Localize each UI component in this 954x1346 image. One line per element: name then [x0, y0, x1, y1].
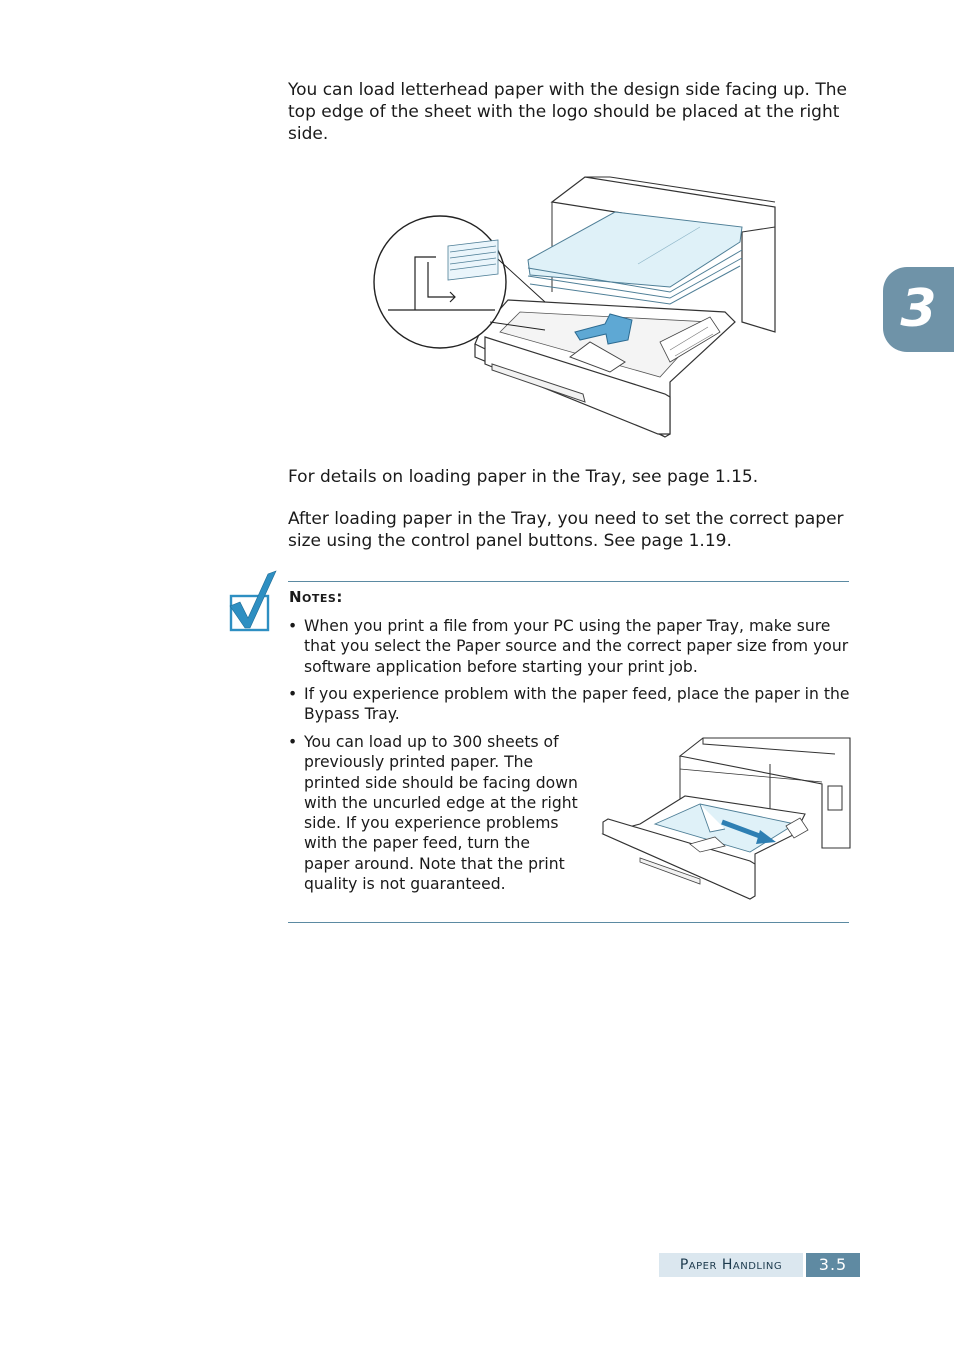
checkmark-icon — [226, 568, 278, 634]
note-text: You can load up to 300 sheets of previously printed paper. The printed side should be facing down with the uncurled edge at the right side. If you experience problems with the paper feed, turn the paper around. Note that the print quality is not guaranteed. — [304, 733, 578, 894]
note-text: When you print a file from your PC using the paper Tray, make sure that you select the Paper source and the correct paper size from your software application before starting your print job. — [304, 617, 849, 676]
note-bullet: • — [288, 617, 298, 635]
note-bullet: • — [288, 733, 298, 751]
note-item — [288, 616, 850, 677]
details-paragraph: For details on loading paper in the Tray, see page 1.15. — [288, 467, 759, 487]
chapter-tab — [883, 267, 954, 352]
chapter-number: 3 — [900, 279, 937, 339]
after-loading-paragraph: After loading paper in the Tray, you need to set the correct paper size using the control panel buttons. See page 1.19. — [288, 509, 844, 551]
notes-bottom-divider — [288, 922, 849, 923]
intro-paragraph: You can load letterhead paper with the design side facing up. The top edge of the sheet with the logo should be placed at the right side. — [288, 80, 847, 144]
paper-tray-printed-paper-illustration — [600, 734, 852, 902]
notes-top-divider — [288, 581, 849, 582]
note-text: If you experience problem with the paper feed, place the paper in the Bypass Tray. — [304, 685, 850, 724]
footer-page-number: 3.5 — [806, 1253, 860, 1277]
notes-title: Notes: — [289, 588, 343, 606]
note-item — [288, 684, 850, 725]
note-bullet: • — [288, 685, 298, 703]
paper-tray-letterhead-illustration — [370, 172, 780, 442]
footer-section-title: Paper Handling — [659, 1253, 803, 1277]
note-item — [288, 732, 578, 894]
